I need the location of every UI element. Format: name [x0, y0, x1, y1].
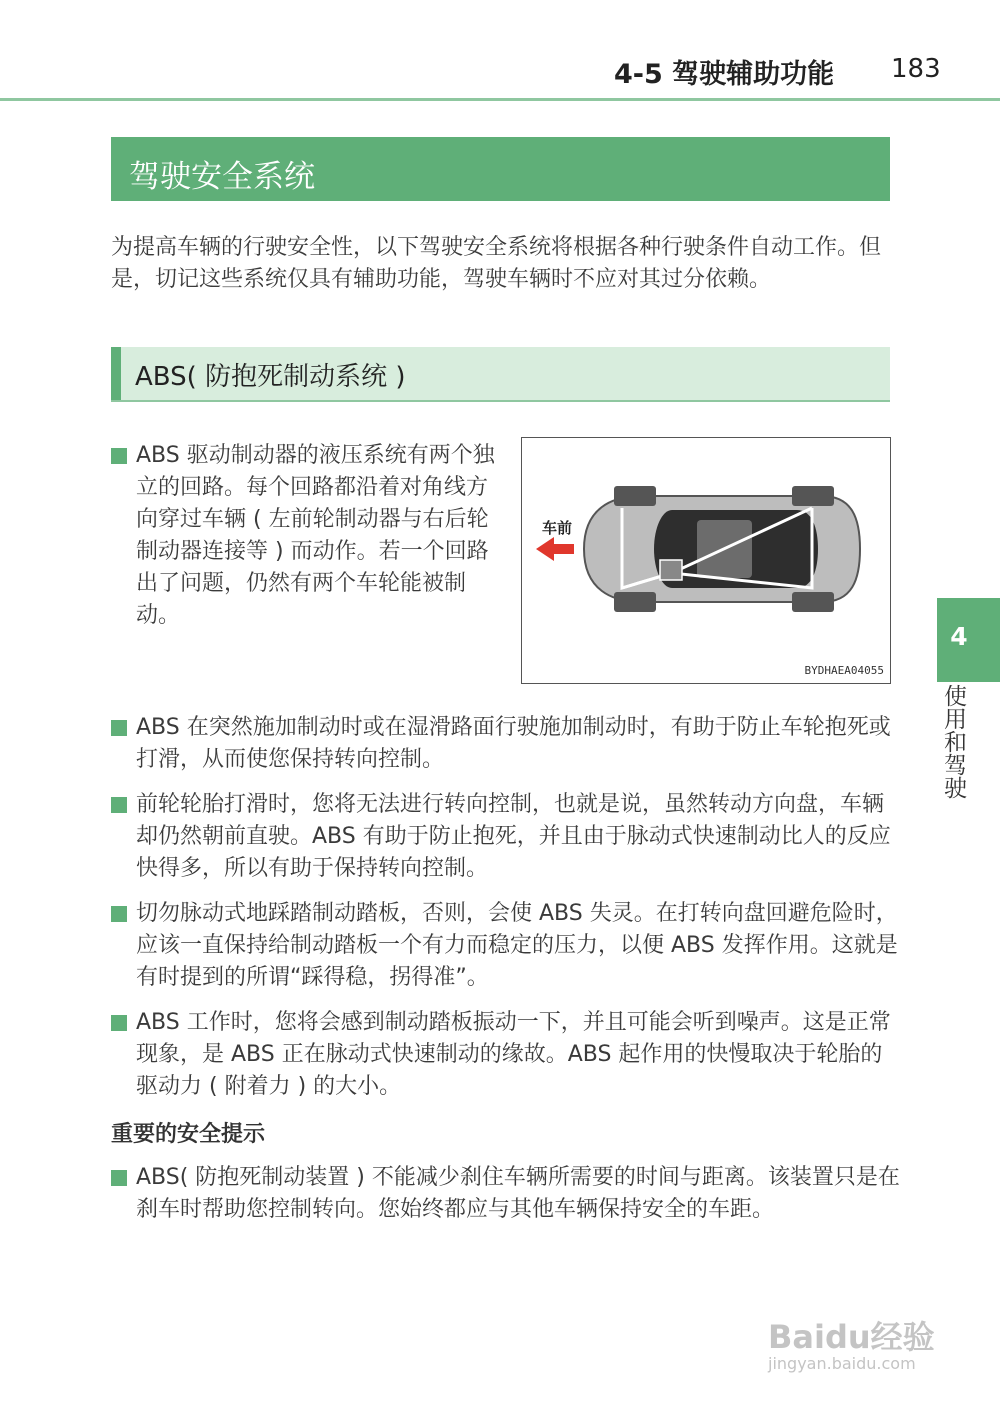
bullet-square-icon [111, 1015, 127, 1031]
front-arrow-icon [536, 537, 574, 561]
main-banner [111, 137, 890, 201]
bullet-text: ABS 工作时，您将会感到制动踏板振动一下，并且可能会听到噪声。这是正常现象，是 ABS 正在脉动式快速制动的缘故。ABS 起作用的快慢取决于轮胎的驱动力 ( 附着力 ) 的大小。 [136, 1010, 891, 1099]
bullet-square-icon [111, 906, 127, 922]
section-title: 4-5 驾驶辅助功能 [614, 59, 835, 90]
bullet-item [111, 440, 496, 632]
bullet-text: ABS 在突然施加制动时或在湿滑路面行驶施加制动时，有助于防止车轮抱死或打滑，从而使您保持转向控制。 [136, 715, 891, 772]
page-number: 183 [891, 54, 941, 84]
chapter-title: 使用和驾驶 [940, 684, 966, 799]
bullet-text: ABS( 防抱死制动装置 ) 不能减少刹住车辆所需要的时间与距离。该装置只是在刹车时帮助您控制转向。您始终都应与其他车辆保持安全的车距。 [136, 1165, 900, 1222]
figure-code: BYDHAEA04055 [804, 664, 884, 677]
wheel-rear-left [792, 486, 834, 506]
bullet-text: ABS 驱动制动器的液压系统有两个独立的回路。每个回路都沿着对角线方向穿过车辆 ( 左前轮制动器与右后轮制动器连接等 ) 而动作。若一个回路出了问题，仍然有两个车轮能被制动。 [136, 443, 495, 628]
bullet-square-icon [111, 720, 127, 736]
sub-banner [111, 347, 890, 402]
bullet-item [111, 789, 901, 885]
bullet-square-icon [111, 448, 127, 464]
abs-diagram-figure [521, 437, 891, 684]
wheel-front-left [614, 486, 656, 506]
car-top-view-illustration [522, 438, 890, 683]
bullet-text: 前轮轮胎打滑时，您将无法进行转向控制，也就是说，虽然转动方向盘，车辆却仍然朝前直驶。ABS 有助于防止抱死，并且由于脉动式快速制动比人的反应快得多，所以有助于保持转向控制。 [136, 792, 891, 881]
chapter-tab [937, 598, 1000, 682]
header-divider [0, 98, 1000, 101]
bullet-item [111, 1162, 901, 1226]
front-label: 车前 [542, 519, 573, 537]
bullet-text: 切勿脉动式地踩踏制动踏板，否则，会使 ABS 失灵。在打转向盘回避危险时，应该一直保持给制动踏板一个有力而稳定的压力，以便 ABS 发挥作用。这就是有时提到的所谓“踩得稳，拐得准”。 [136, 901, 898, 990]
watermark-url: jingyan.baidu.com [768, 1354, 916, 1373]
wheel-rear-right [792, 592, 834, 612]
watermark-brand: Baidu经验 [768, 1318, 935, 1356]
wheel-front-right [614, 592, 656, 612]
bullet-square-icon [111, 1170, 127, 1186]
watermark [768, 1298, 968, 1388]
bullet-square-icon [111, 797, 127, 813]
abs-modulator [660, 560, 682, 580]
bullet-item [111, 898, 901, 994]
important-safety-heading: 重要的安全提示 [111, 1122, 266, 1147]
bullet-item [111, 712, 901, 776]
chapter-number: 4 [950, 622, 968, 651]
sub-banner-title: ABS( 防抱死制动系统 ) [135, 362, 406, 392]
intro-paragraph: 为提高车辆的行驶安全性，以下驾驶安全系统将根据各种行驶条件自动工作。但是，切记这些系统仅具有辅助功能，驾驶车辆时不应对其过分依赖。 [111, 235, 882, 292]
main-banner-title: 驾驶安全系统 [129, 159, 315, 195]
sub-banner-accent [111, 347, 121, 400]
bullet-item [111, 1007, 901, 1103]
